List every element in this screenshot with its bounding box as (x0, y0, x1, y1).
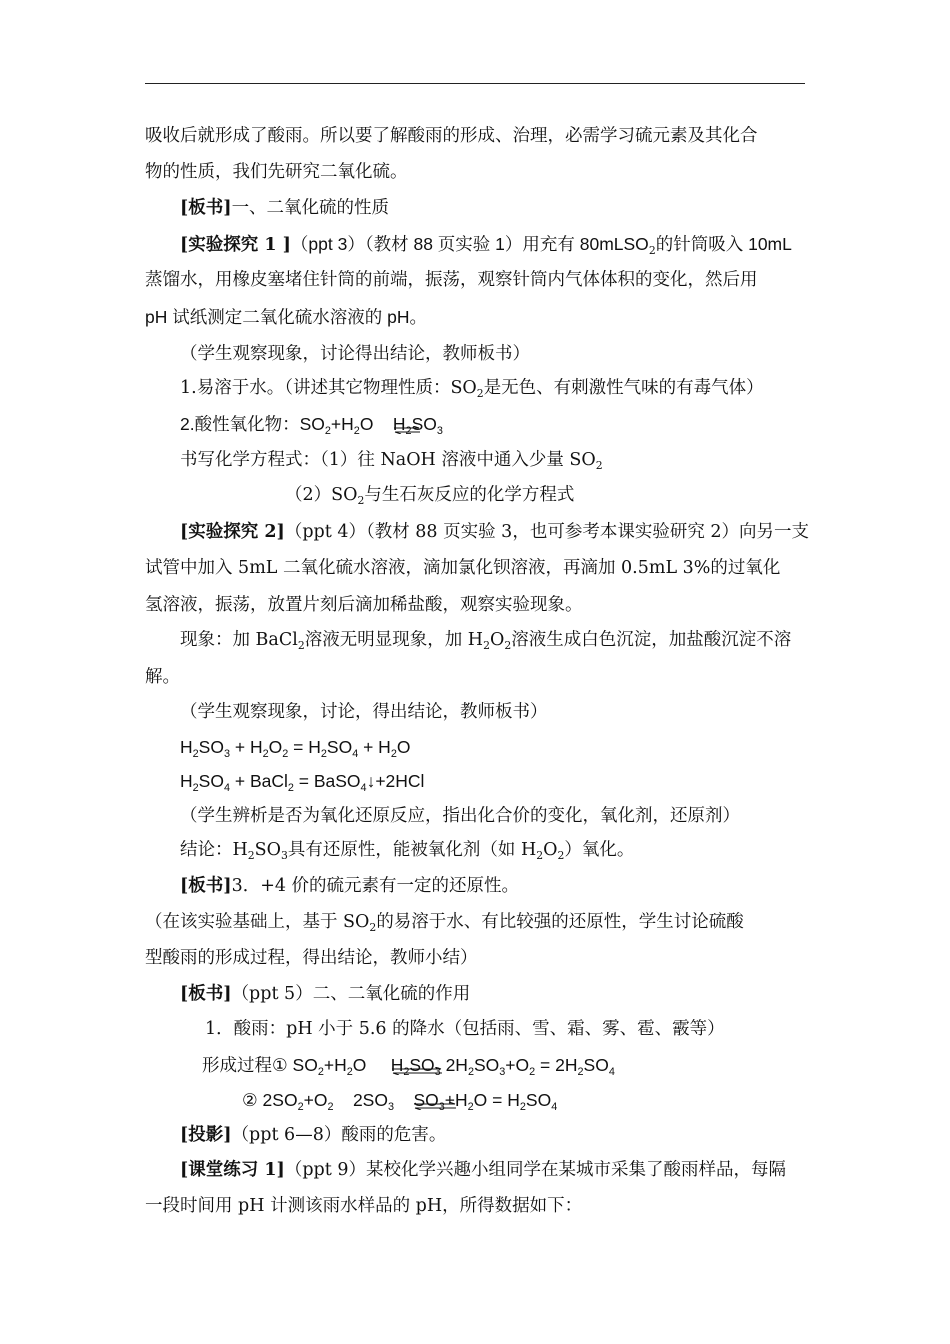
header-rule (145, 83, 805, 84)
equation-line: $H_2SO_4$ + BaCl$_2$ = BaSO$_4$↓+2HCl (180, 771, 425, 794)
equation-task-2: $(2)SO_2$与生石灰反应的化学方程式 (285, 485, 575, 507)
paragraph-line: 物的性质，我们先研究二氧化硫。 (145, 162, 408, 182)
paragraph-line: 氢溶液，振荡，放置片刻后滴加稀盐酸，观察实验现象。 (145, 595, 583, 615)
paragraph-line: 解。 (145, 667, 180, 687)
formation-process-1: 形成过程① $SO_2+H_2O$ $H_2SO_3$ $2H_2SO_3+O_2 = 2H_2SO_4$ (202, 1055, 615, 1078)
projection-line: [投影]（ppt 6—8）酸雨的危害。 (180, 1125, 447, 1145)
property-1: 1.易溶于水。（讲述其它物理性质：$SO_2$是无色、有刺激性气味的有毒气体） (180, 378, 764, 400)
exercise-1-line: [课堂练习 1]（ppt 9）某校化学兴趣小组同学在某城市采集了酸雨样品，每隔 (180, 1160, 786, 1180)
equation-line: $H_2SO_3 + H_2O_2 = H_2SO_4 + H_2O$ (180, 737, 411, 760)
observation-line: 现象：加 BaCl$_2$溶液无明显现象，加 $H_2O_2$溶液生成白色沉淀，加盐酸沉淀不溶 (180, 630, 792, 652)
property-2-equation: 2.酸性氧化物：$SO_2+H_2O$ $H_2SO_3$ (180, 414, 443, 437)
paragraph-line: 试管中加入 5mL 二氧化硫水溶液，滴加氯化钡溶液，再滴加 0.5mL 3%的过氧化 (145, 558, 781, 578)
paragraph-line: （在该实验基础上，基于 $SO_2$的易溶于水、有比较强的还原性，学生讨论硫酸 (145, 912, 744, 934)
experiment-1-line: [实验探究 1 ]（ppt 3）（教材 88 页实验 1）用充有 80mLSO$_2$的针筒吸入 10mL (180, 234, 792, 257)
reversible-arrow: H (393, 412, 406, 436)
board-heading-3: [板书]3．+4 价的硫元素有一定的还原性。 (180, 876, 520, 896)
board-heading-2: [板书]（ppt 5）二、二氧化硫的作用 (180, 984, 471, 1004)
paragraph-line: 吸收后就形成了酸雨。所以要了解酸雨的形成、治理，必需学习硫元素及其化合 (145, 126, 758, 146)
acid-rain-definition: 1．酸雨：pH 小于 5.6 的降水（包括雨、雪、霜、雾、雹、霰等） (205, 1019, 725, 1039)
note-line: （学生观察现象，讨论得出结论，教师板书） (180, 344, 530, 364)
equation-task-1: 书写化学方程式：（1）往 NaOH 溶液中通入少量 $SO_2$ (180, 450, 603, 472)
board-heading-1: [板书]一、二氧化硫的性质 (180, 198, 390, 218)
formation-process-2: ② $2SO_2+O_2$ $2SO_3$ $SO_3+H_2O = H_2SO_4$ (242, 1090, 558, 1113)
reversible-arrow: H (391, 1053, 404, 1077)
paragraph-line: 型酸雨的形成过程，得出结论，教师小结） (145, 948, 478, 968)
conclusion-line: 结论：$H_2SO_3$具有还原性，能被氧化剂（如 $H_2O_2$）氧化。 (180, 840, 635, 862)
note-line: （学生辨析是否为氧化还原反应，指出化合价的变化，氧化剂，还原剂） (180, 806, 740, 826)
paragraph-line: 蒸馏水，用橡皮塞堵住针筒的前端，振荡，观察针筒内气体体积的变化，然后用 (145, 270, 758, 290)
paragraph-line: 一段时间用 pH 计测该雨水样品的 pH，所得数据如下： (145, 1196, 583, 1216)
reversible-arrow: SO (413, 1088, 438, 1112)
experiment-2-line: [实验探究 2]（ppt 4）（教材 88 页实验 3，也可参考本课实验研究 2）向另一支 (180, 522, 810, 542)
note-line: （学生观察现象，讨论，得出结论，教师板书） (180, 702, 548, 722)
paragraph-line: pH 试纸测定二氧化硫水溶液的 pH。 (145, 307, 427, 327)
